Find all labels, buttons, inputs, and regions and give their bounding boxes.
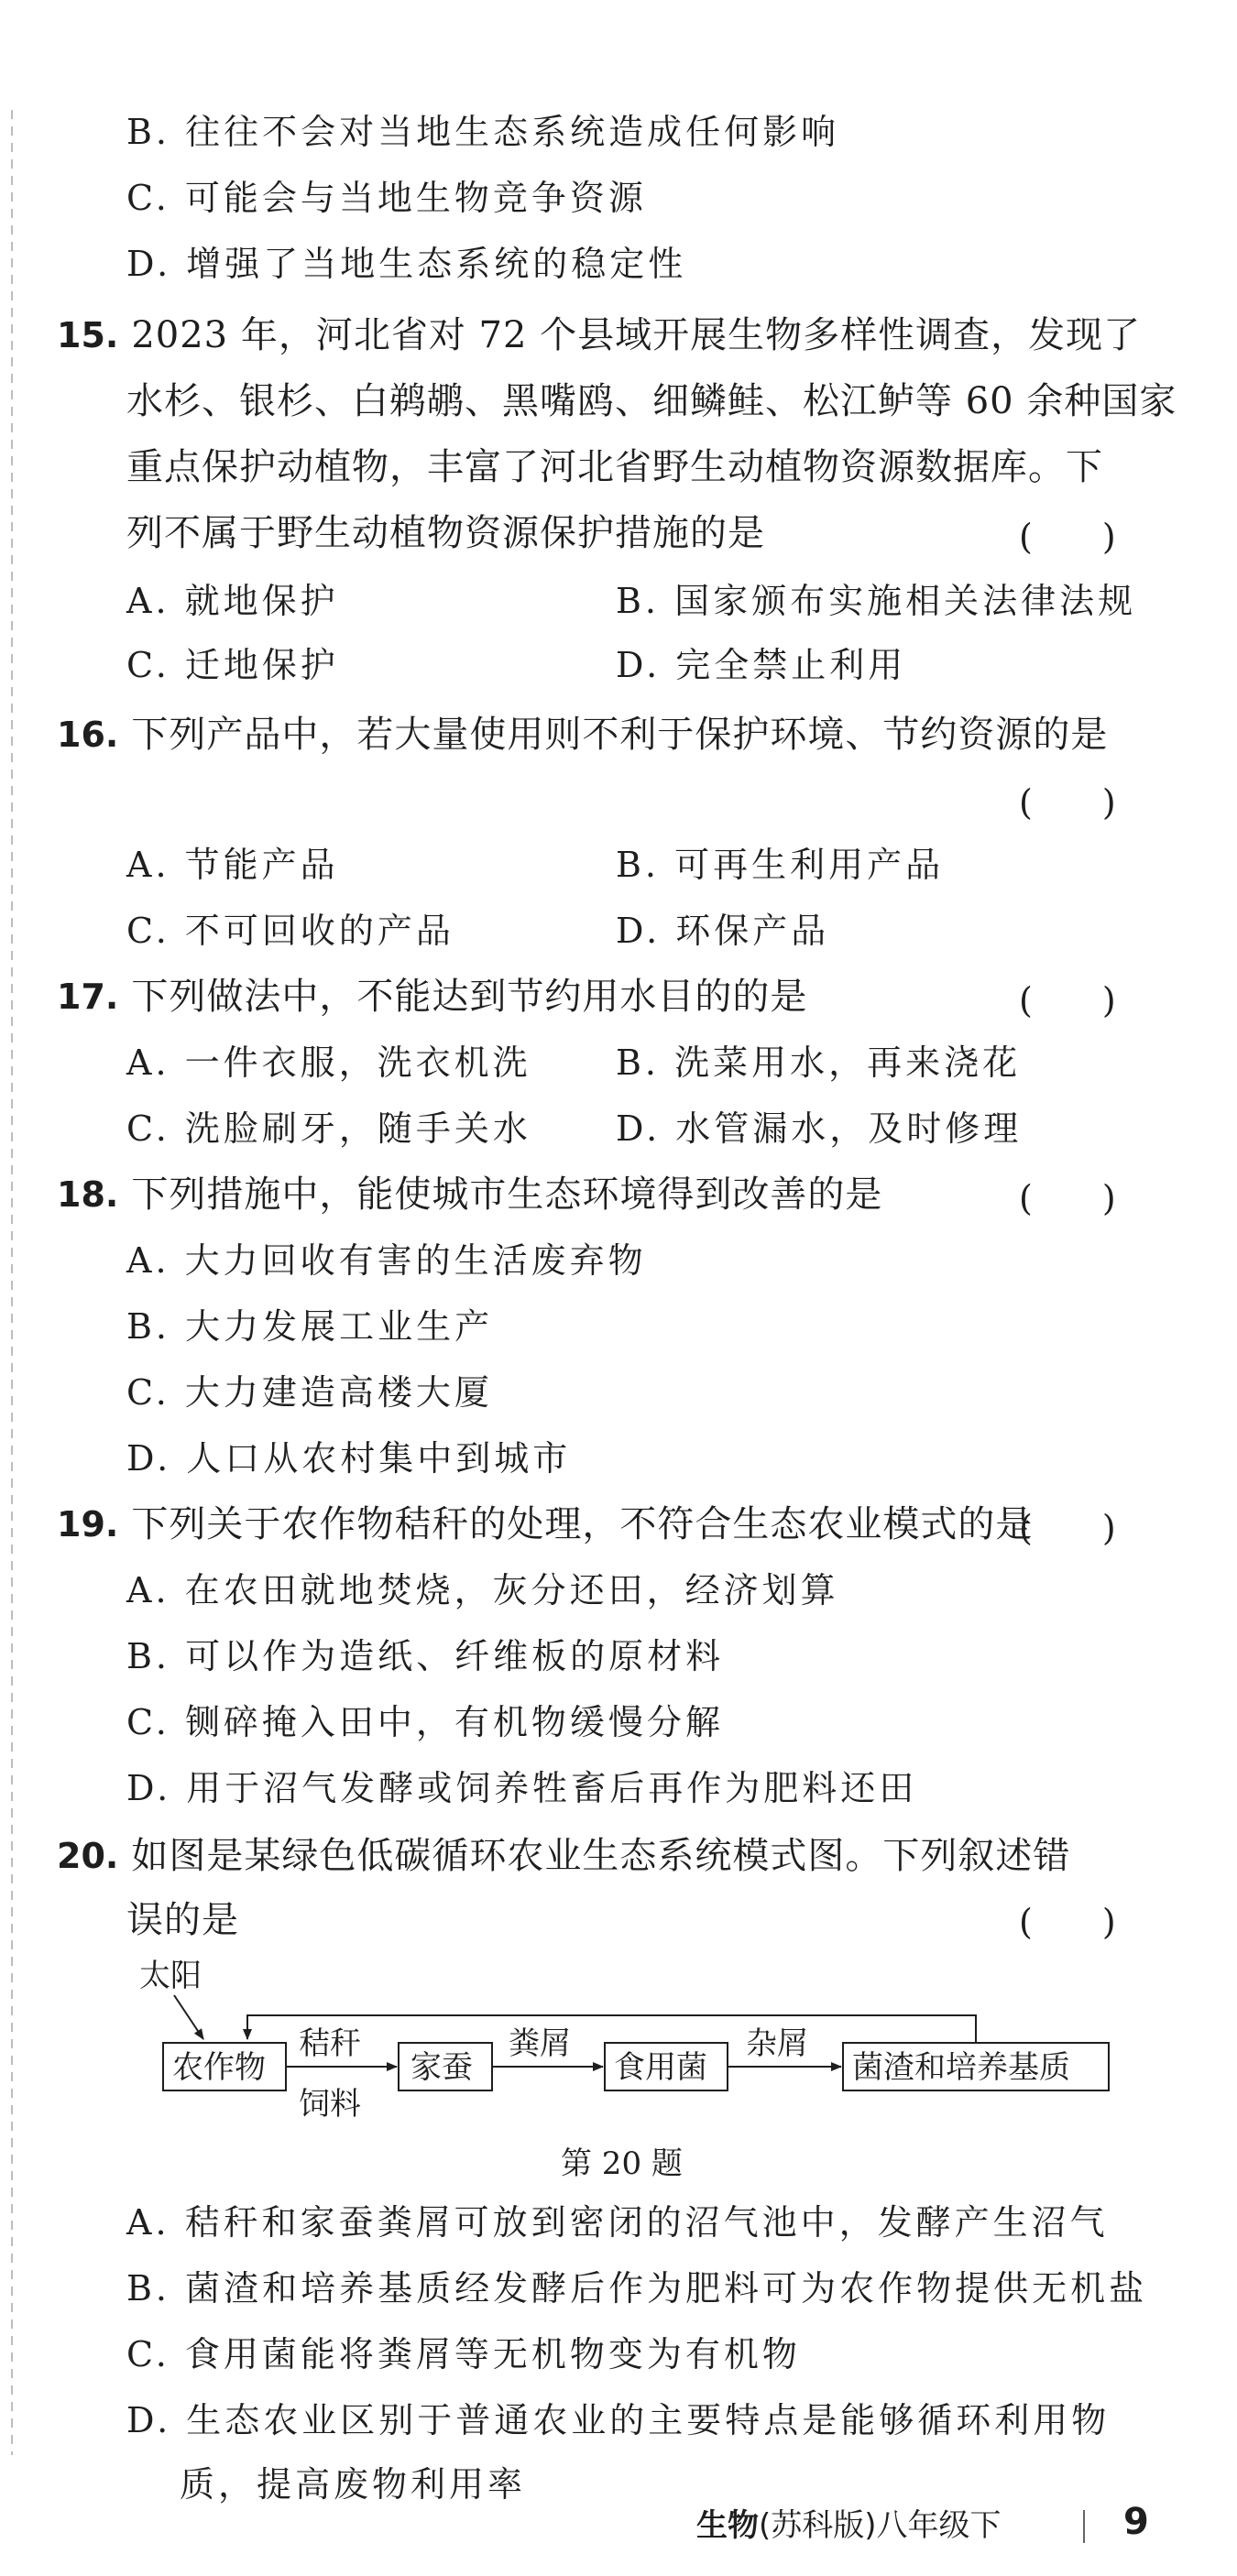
q20-option-c: C. 食用菌能将粪屑等无机物变为有机物 [126,2334,801,2374]
diagram-residue-label: 菌渣和培养基质 [852,2049,1070,2086]
q19-number: 19. [57,1504,119,1545]
left-margin-rule [11,110,13,2455]
q14-option-c: C. 可能会与当地生物竞争资源 [126,178,647,218]
diagram-feed-label: 饲料 [299,2086,361,2123]
q15-option-c: C. 迁地保护 [126,645,339,685]
q17-option-a: A. 一件衣服，洗衣机洗 [126,1042,531,1083]
q15-number: 15. [57,315,119,355]
q17-number: 17. [57,977,119,1017]
q16-option-c: C. 不可回收的产品 [126,911,454,951]
q18-text-1: 下列措施中，能使城市生态环境得到改善的是 [131,1173,883,1216]
q16-option-d: D. 环保产品 [616,911,830,951]
q18-option-a: A. 大力回收有害的生活废弃物 [126,1240,647,1281]
q18-answer-bracket: ( ) [1019,1178,1116,1218]
q14-option-b: B. 往往不会对当地生态系统造成任何影响 [126,112,840,152]
q17-answer-bracket: ( ) [1019,980,1116,1021]
figure-caption: 第 20 题 [561,2145,683,2182]
q20-number: 20. [57,1836,119,1876]
q18-stem-line1 [57,1171,882,1218]
diagram-sun-label: 太阳 [139,1958,202,1994]
footer-separator [1083,2510,1085,2543]
q17-text-1: 下列做法中，不能达到节约用水目的的是 [131,976,808,1018]
diagram-straw-label: 秸秆 [299,2025,361,2062]
diagram-debris-label: 杂屑 [746,2025,808,2062]
q19-option-c: C. 铡碎掩入田中，有机物缓慢分解 [126,1702,724,1742]
q18-option-d: D. 人口从农村集中到城市 [126,1438,572,1479]
sun-arrow [174,1995,203,2039]
q18-number: 18. [57,1174,119,1215]
q15-option-d: D. 完全禁止利用 [616,645,907,685]
page-number: 9 [1123,2501,1149,2543]
q20-option-a: A. 秸秆和家蚕粪屑可放到密闭的沼气池中，发酵产生沼气 [126,2202,1109,2243]
q14-option-d: D. 增强了当地生态系统的稳定性 [126,244,687,284]
diagram-crop-label: 农作物 [172,2049,266,2086]
q19-text-1: 下列关于农作物秸秆的处理，不符合生态农业模式的是 [131,1503,1034,1545]
diagram-silkworm-label: 家蚕 [411,2049,473,2086]
diagram-manure-label: 粪屑 [509,2025,571,2062]
ecosystem-diagram [119,1951,1145,2125]
footer-subject: 生物 [696,2507,759,2544]
q16-answer-bracket: ( ) [1019,782,1116,823]
q16-option-a: A. 节能产品 [126,845,339,885]
diagram-mushroom-label: 食用菌 [614,2049,707,2086]
q15-stem-line1 [57,311,1141,359]
q20-text-1: 如图是某绿色低碳循环农业生态系统模式图。下列叙述错 [131,1835,1071,1877]
q17-option-b: B. 洗菜用水，再来浇花 [616,1042,1022,1083]
q20-stem-line1 [57,1832,1070,1880]
q18-option-b: B. 大力发展工业生产 [126,1306,494,1347]
q17-stem-line1 [57,973,807,1021]
q16-text-1: 下列产品中，若大量使用则不利于保护环境、节约资源的是 [131,714,1109,756]
q15-option-a: A. 就地保护 [126,581,339,621]
footer-edition: (苏科版) [759,2507,877,2544]
q16-option-b: B. 可再生利用产品 [616,845,945,885]
q17-option-c: C. 洗脸刷牙，随手关水 [126,1108,531,1149]
q19-option-a: A. 在农田就地焚烧，灰分还田，经济划算 [126,1570,839,1610]
q15-stem-line4: 列不属于野生动植物资源保护措施的是 [126,512,765,554]
q19-option-b: B. 可以作为造纸、纤维板的原材料 [126,1636,725,1676]
q19-option-d: D. 用于沼气发酵或饲养牲畜后再作为肥料还田 [126,1768,918,1808]
q15-stem-line3: 重点保护动植物，丰富了河北省野生动植物资源数据库。下 [126,446,1103,488]
q17-option-d: D. 水管漏水，及时修理 [616,1108,1023,1149]
q20-answer-bracket: ( ) [1019,1902,1116,1942]
q20-stem-line2: 误的是 [126,1899,239,1941]
q20-option-d-line1: D. 生态农业区别于普通农业的主要特点是能够循环利用物 [126,2400,1111,2440]
q20-option-b: B. 菌渣和培养基质经发酵后作为肥料可为农作物提供无机盐 [126,2268,1148,2309]
q16-stem-line1 [57,711,1108,759]
footer-book-title [696,2505,1002,2546]
q15-option-b: B. 国家颁布实施相关法律法规 [616,581,1137,621]
q15-stem-line2: 水杉、银杉、白鹈鹕、黑嘴鸥、细鳞鲑、松江鲈等 60 余种国家 [126,380,1177,422]
q19-stem-line1 [57,1501,1033,1548]
q19-answer-bracket: ( ) [1019,1508,1116,1548]
q16-number: 16. [57,715,119,755]
q20-option-d-line2: 质，提高废物利用率 [180,2464,527,2505]
q15-text-1: 2023 年，河北省对 72 个县域开展生物多样性调查，发现了 [131,314,1142,356]
q15-answer-bracket: ( ) [1019,517,1116,557]
footer-grade: 八年级下 [876,2507,1002,2544]
q18-option-c: C. 大力建造高楼大厦 [126,1372,493,1413]
